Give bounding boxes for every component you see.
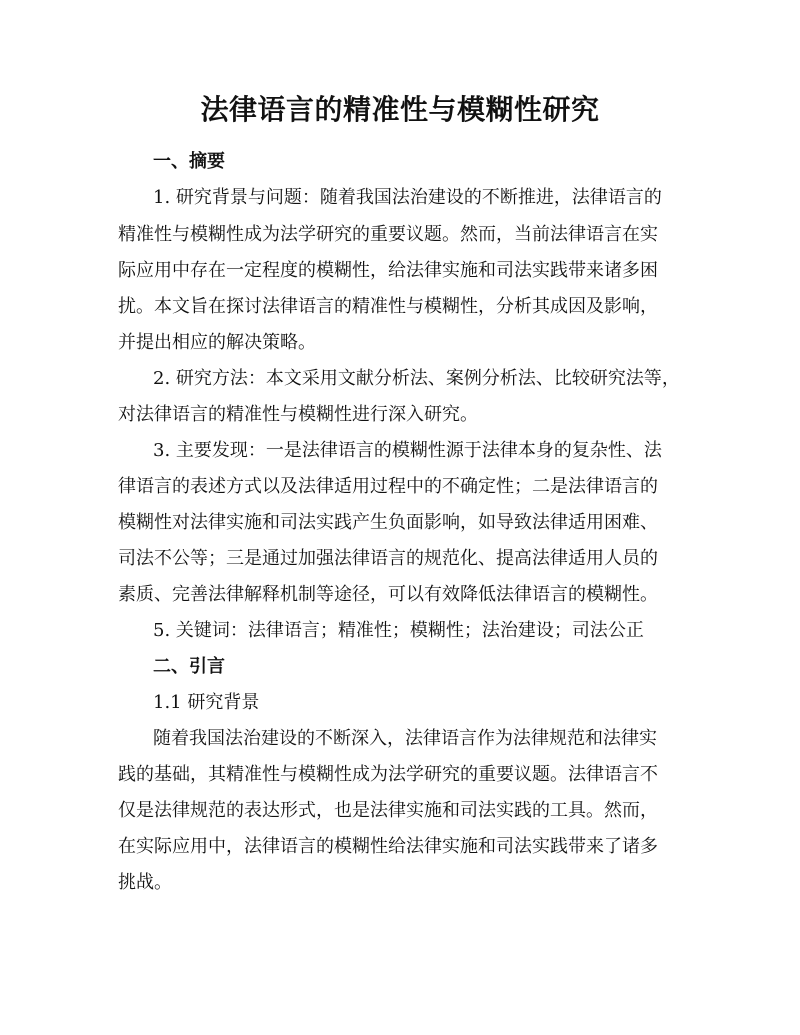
section-heading-introduction: 二、引言 (153, 656, 225, 677)
paragraph-line: 素质、完善法律解释机制等途径，可以有效降低法律语言的模糊性。 (118, 584, 658, 605)
paragraph-line: 2. 研究方法：本文采用文献分析法、案例分析法、比较研究法等， (153, 368, 680, 389)
paragraph-line: 律语言的表述方式以及法律适用过程中的不确定性；二是法律语言的 (118, 476, 658, 497)
paragraph-line: 3. 主要发现：一是法律语言的模糊性源于法律本身的复杂性、法 (153, 440, 662, 461)
paragraph-line: 并提出相应的解决策略。 (118, 332, 316, 353)
section-heading-abstract: 一、摘要 (153, 151, 225, 172)
paragraph-line: 1. 研究背景与问题：随着我国法治建设的不断推进，法律语言的 (153, 187, 662, 208)
paragraph-line: 司法不公等；三是通过加强法律语言的规范化、提高法律适用人员的 (118, 548, 658, 569)
paragraph-line: 践的基础，其精准性与模糊性成为法学研究的重要议题。法律语言不 (118, 764, 658, 785)
document-title: 法律语言的精准性与模糊性研究 (200, 93, 600, 126)
paragraph-line: 挑战。 (118, 872, 172, 893)
paragraph-line: 精准性与模糊性成为法学研究的重要议题。然而，当前法律语言在实 (118, 224, 658, 245)
paragraph-line: 随着我国法治建设的不断深入，法律语言作为法律规范和法律实 (153, 728, 657, 749)
paragraph-line: 仅是法律规范的表达形式，也是法律实施和司法实践的工具。然而， (118, 800, 658, 821)
keywords-line: 5. 关键词：法律语言；精准性；模糊性；法治建设；司法公正 (153, 620, 644, 641)
paragraph-line: 在实际应用中，法律语言的模糊性给法律实施和司法实践带来了诸多 (118, 836, 658, 857)
paragraph-line: 际应用中存在一定程度的模糊性，给法律实施和司法实践带来诸多困 (118, 260, 658, 281)
subsection-heading: 1.1 研究背景 (153, 692, 260, 713)
paragraph-line: 对法律语言的精准性与模糊性进行深入研究。 (118, 404, 478, 425)
paragraph-line: 模糊性对法律实施和司法实践产生负面影响，如导致法律适用困难、 (118, 512, 658, 533)
paragraph-line: 扰。本文旨在探讨法律语言的精准性与模糊性，分析其成因及影响， (118, 296, 658, 317)
